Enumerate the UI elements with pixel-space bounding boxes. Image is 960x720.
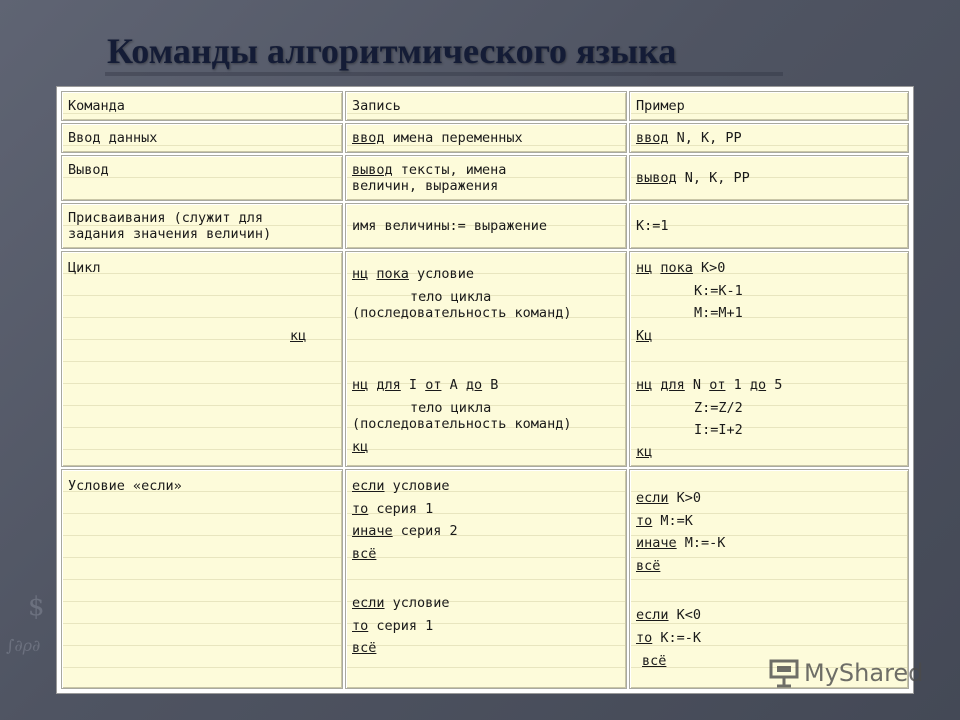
- kw-ot: от: [425, 377, 442, 393]
- output-record-line1: [352, 162, 506, 178]
- input-record-rest: имена переменных: [384, 130, 523, 146]
- loop-example-cell: [629, 251, 909, 467]
- loop-example2-end: кц: [636, 444, 653, 460]
- output-record-rest: тексты, имена: [392, 162, 507, 178]
- cond-command-cell: [61, 469, 343, 689]
- loop-record2-body: тело цикла: [410, 400, 492, 416]
- output-command-cell: [61, 155, 343, 201]
- loop-command-end: кц: [290, 328, 307, 344]
- assign-example-cell: [629, 203, 909, 249]
- loop-record2-from: A: [441, 377, 466, 393]
- loop-record1-line1: [352, 266, 474, 282]
- cond-command: Условие «если»: [68, 478, 182, 494]
- assign-record: имя величины:= выражение: [352, 218, 548, 234]
- cond-example1-then-rest: M:=K: [652, 513, 693, 529]
- kw-to: то: [636, 513, 653, 529]
- cond-record2-end: всё: [352, 640, 377, 656]
- page-title: Команды алгоритмического языка: [107, 31, 677, 71]
- cond-record1-else-rest: серия 2: [392, 523, 458, 539]
- cond-record1-if: [352, 478, 450, 494]
- loop-example2-line1: [636, 377, 782, 393]
- header-command: Команда: [68, 98, 125, 114]
- kw-dlya: для: [660, 377, 685, 393]
- kw-poka: пока: [660, 260, 693, 276]
- presentation-board-icon: [768, 658, 800, 688]
- cond-record1-end: всё: [352, 546, 377, 562]
- cond-example1-end: всё: [636, 558, 661, 574]
- kw-poka: пока: [376, 266, 409, 282]
- kw-nc: нц: [352, 377, 369, 393]
- title-shadow-bar: [105, 72, 783, 76]
- kw-esli: если: [352, 478, 385, 494]
- loop-command-cell: [61, 251, 343, 467]
- loop-example2-line3: I:=I+2: [694, 422, 743, 438]
- kw-esli: если: [636, 490, 669, 506]
- loop-record-cell: [345, 251, 627, 467]
- cond-example1-then: [636, 513, 693, 529]
- assign-command-line2: задания значения величин): [68, 226, 272, 242]
- input-command: Ввод данных: [68, 130, 158, 146]
- watermark-text: MyShared: [804, 659, 924, 687]
- kw-to: то: [352, 618, 369, 634]
- kw-esli: если: [636, 607, 669, 623]
- input-record: [352, 130, 523, 146]
- loop-record2-var: I: [400, 377, 426, 393]
- loop-command: Цикл: [68, 260, 101, 276]
- loop-example1-line3: M:=M+1: [694, 305, 743, 321]
- assign-command-cell: [61, 203, 343, 249]
- cond-record1-then: [352, 501, 433, 517]
- cond-record1-if-rest: условие: [384, 478, 450, 494]
- loop-record2-line1: [352, 377, 498, 393]
- loop-record1-rest: условие: [408, 266, 474, 282]
- cond-record1-else: [352, 523, 458, 539]
- kw-inache: иначе: [636, 535, 677, 551]
- kw-to: то: [352, 501, 369, 517]
- watermark: [768, 658, 923, 688]
- kw-vyvod: вывод: [352, 162, 393, 178]
- input-command-cell: [61, 123, 343, 153]
- cond-example2-end: всё: [642, 653, 667, 669]
- cond-example2-if-rest: K<0: [668, 607, 702, 623]
- kw-nc: нц: [352, 266, 369, 282]
- output-record-line2: величин, выражения: [352, 178, 499, 194]
- cond-record2-if-rest: условие: [384, 595, 450, 611]
- cond-record2-then: [352, 618, 433, 634]
- loop-example1-rest: K>0: [692, 260, 726, 276]
- cond-example1-if: [636, 490, 701, 506]
- cond-record-cell: [345, 469, 627, 689]
- kw-nc: нц: [636, 260, 653, 276]
- cond-record2-if: [352, 595, 450, 611]
- loop-example1-end: Кц: [636, 328, 653, 344]
- loop-record1-body2: (последовательность команд): [352, 305, 572, 321]
- header-record-cell: [345, 91, 627, 121]
- cond-example-cell: [629, 469, 909, 689]
- loop-record2-body2: (последовательность команд): [352, 416, 572, 432]
- assign-command-line1: Присваивания (служит для: [68, 210, 264, 226]
- loop-record2-end: кц: [352, 439, 369, 455]
- cond-example1-else-rest: M:=-K: [676, 535, 726, 551]
- kw-to: то: [636, 630, 653, 646]
- assign-example: K:=1: [636, 218, 669, 234]
- loop-example2-line2: Z:=Z/2: [694, 400, 743, 416]
- cond-example2-then: [636, 630, 701, 646]
- cond-example2-if: [636, 607, 701, 623]
- kw-do: до: [749, 377, 767, 393]
- header-command-cell: [61, 91, 343, 121]
- background-deco-dollar: $: [28, 592, 45, 622]
- output-example-cell: [629, 155, 909, 201]
- cond-example1-if-rest: K>0: [668, 490, 702, 506]
- output-record-cell: [345, 155, 627, 201]
- input-example-rest: N, K, PP: [668, 130, 742, 146]
- output-example-rest: N, K, PP: [676, 170, 750, 186]
- kw-vyvod: вывод: [636, 170, 677, 186]
- loop-example2-var: N: [684, 377, 710, 393]
- kw-vvod: ввод: [636, 130, 669, 146]
- background-deco-scribble: ∫∂ρ∂: [6, 636, 41, 655]
- cond-example1-else: [636, 535, 725, 551]
- loop-example1-line1: [636, 260, 725, 276]
- kw-inache: иначе: [352, 523, 393, 539]
- cond-record2-then-rest: серия 1: [368, 618, 434, 634]
- output-command: Вывод: [68, 162, 109, 178]
- loop-example2-from: 1: [725, 377, 750, 393]
- header-example: Пример: [636, 98, 685, 114]
- kw-ot: от: [709, 377, 726, 393]
- loop-example2-to: 5: [766, 377, 783, 393]
- kw-esli: если: [352, 595, 385, 611]
- commands-table: [56, 86, 914, 694]
- cond-example2-then-rest: K:=-K: [652, 630, 702, 646]
- input-record-cell: [345, 123, 627, 153]
- loop-record1-body: тело цикла: [410, 289, 492, 305]
- loop-example1-line2: K:=K-1: [694, 283, 743, 299]
- input-example: [636, 130, 742, 146]
- kw-do: до: [465, 377, 483, 393]
- assign-record-cell: [345, 203, 627, 249]
- header-example-cell: [629, 91, 909, 121]
- kw-nc: нц: [636, 377, 653, 393]
- output-example: [636, 170, 750, 186]
- loop-record2-to: B: [482, 377, 499, 393]
- input-example-cell: [629, 123, 909, 153]
- kw-dlya: для: [376, 377, 401, 393]
- cond-record1-then-rest: серия 1: [368, 501, 434, 517]
- kw-vvod: ввод: [352, 130, 385, 146]
- header-record: Запись: [352, 98, 401, 114]
